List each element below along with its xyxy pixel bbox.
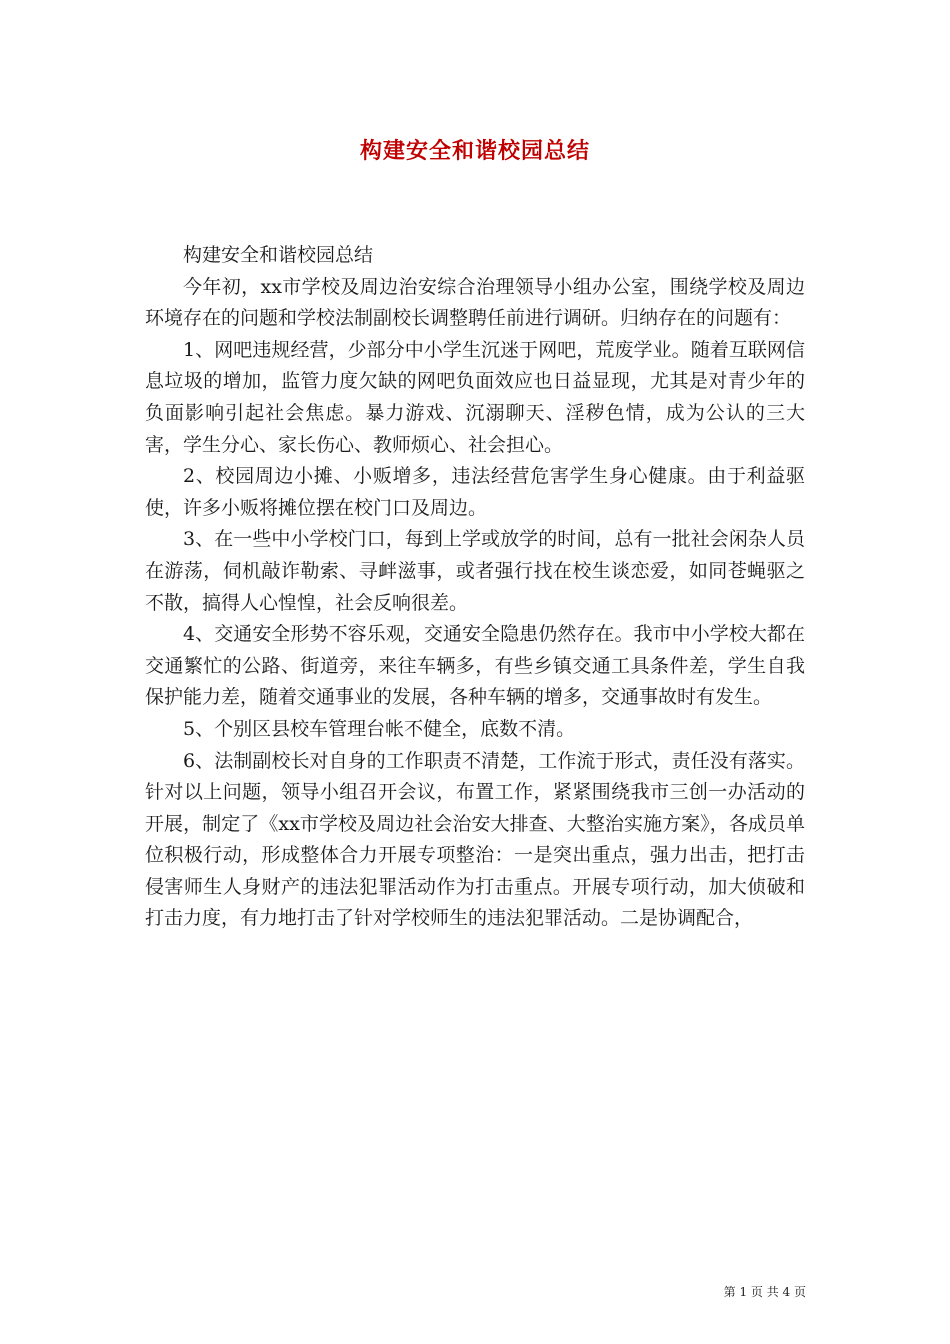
paragraph-item-3: 3、在一些中小学校门口，每到上学或放学的时间，总有一批社会闲杂人员在游荡，伺机敲诈勒索、寻衅滋事，或者强行找在校生谈恋爱，如同苍蝇驱之不散，搞得人心惶惶，社会反响很差。 [145, 528, 805, 614]
page-number: 第 1 页 共 4 页 [723, 1285, 806, 1299]
paragraph-item-5: 5、个别区县校车管理台帐不健全，底数不清。 [183, 717, 576, 740]
paragraph-intro: 今年初，xx市学校及周边治安综合治理领导小组办公室，围绕学校及周边环境存在的问题和学校法制副校长调整聘任前进行调研。归纳存在的问题有： [145, 275, 805, 330]
paragraph-item-1: 1、网吧违规经营，少部分中小学生沉迷于网吧，荒废学业。随着互联网信息垃圾的增加，监管力度欠缺的网吧负面效应也日益显现，尤其是对青少年的负面影响引起社会焦虑。暴力游戏、沉溺聊天、淫秽色情，成为公认的三大害，学生分心、家长伤心、教师烦心、社会担心。 [145, 338, 805, 456]
paragraph-item-6: 6、法制副校长对自身的工作职责不清楚，工作流于形式，责任没有落实。针对以上问题，领导小组召开会议，布置工作，紧紧围绕我市三创一办活动的开展，制定了《xx市学校及周边社会治安大排查、大整治实施方案》，各成员单位积极行动，形成整体合力开展专项整治：一是突出重点，强力出击，把打击侵害师生人身财产的违法犯罪活动作为打击重点。开展专项行动，加大侦破和打击力度，有力地打击了针对学校师生的违法犯罪活动。二是协调配合， [145, 749, 805, 930]
paragraph-item-4: 4、交通安全形势不容乐观，交通安全隐患仍然存在。我市中小学校大都在交通繁忙的公路、街道旁，来往车辆多，有些乡镇交通工具条件差，学生自我保护能力差，随着交通事业的发展，各种车辆的增多，交通事故时有发生。 [145, 623, 805, 709]
page-title: 构建安全和谐校园总结 [359, 138, 590, 164]
paragraph-heading: 构建安全和谐校园总结 [183, 244, 374, 266]
paragraph-item-2: 2、校园周边小摊、小贩增多，违法经营危害学生身心健康。由于利益驱使，许多小贩将摊位摆在校门口及周边。 [145, 465, 805, 519]
document-body [145, 240, 805, 935]
